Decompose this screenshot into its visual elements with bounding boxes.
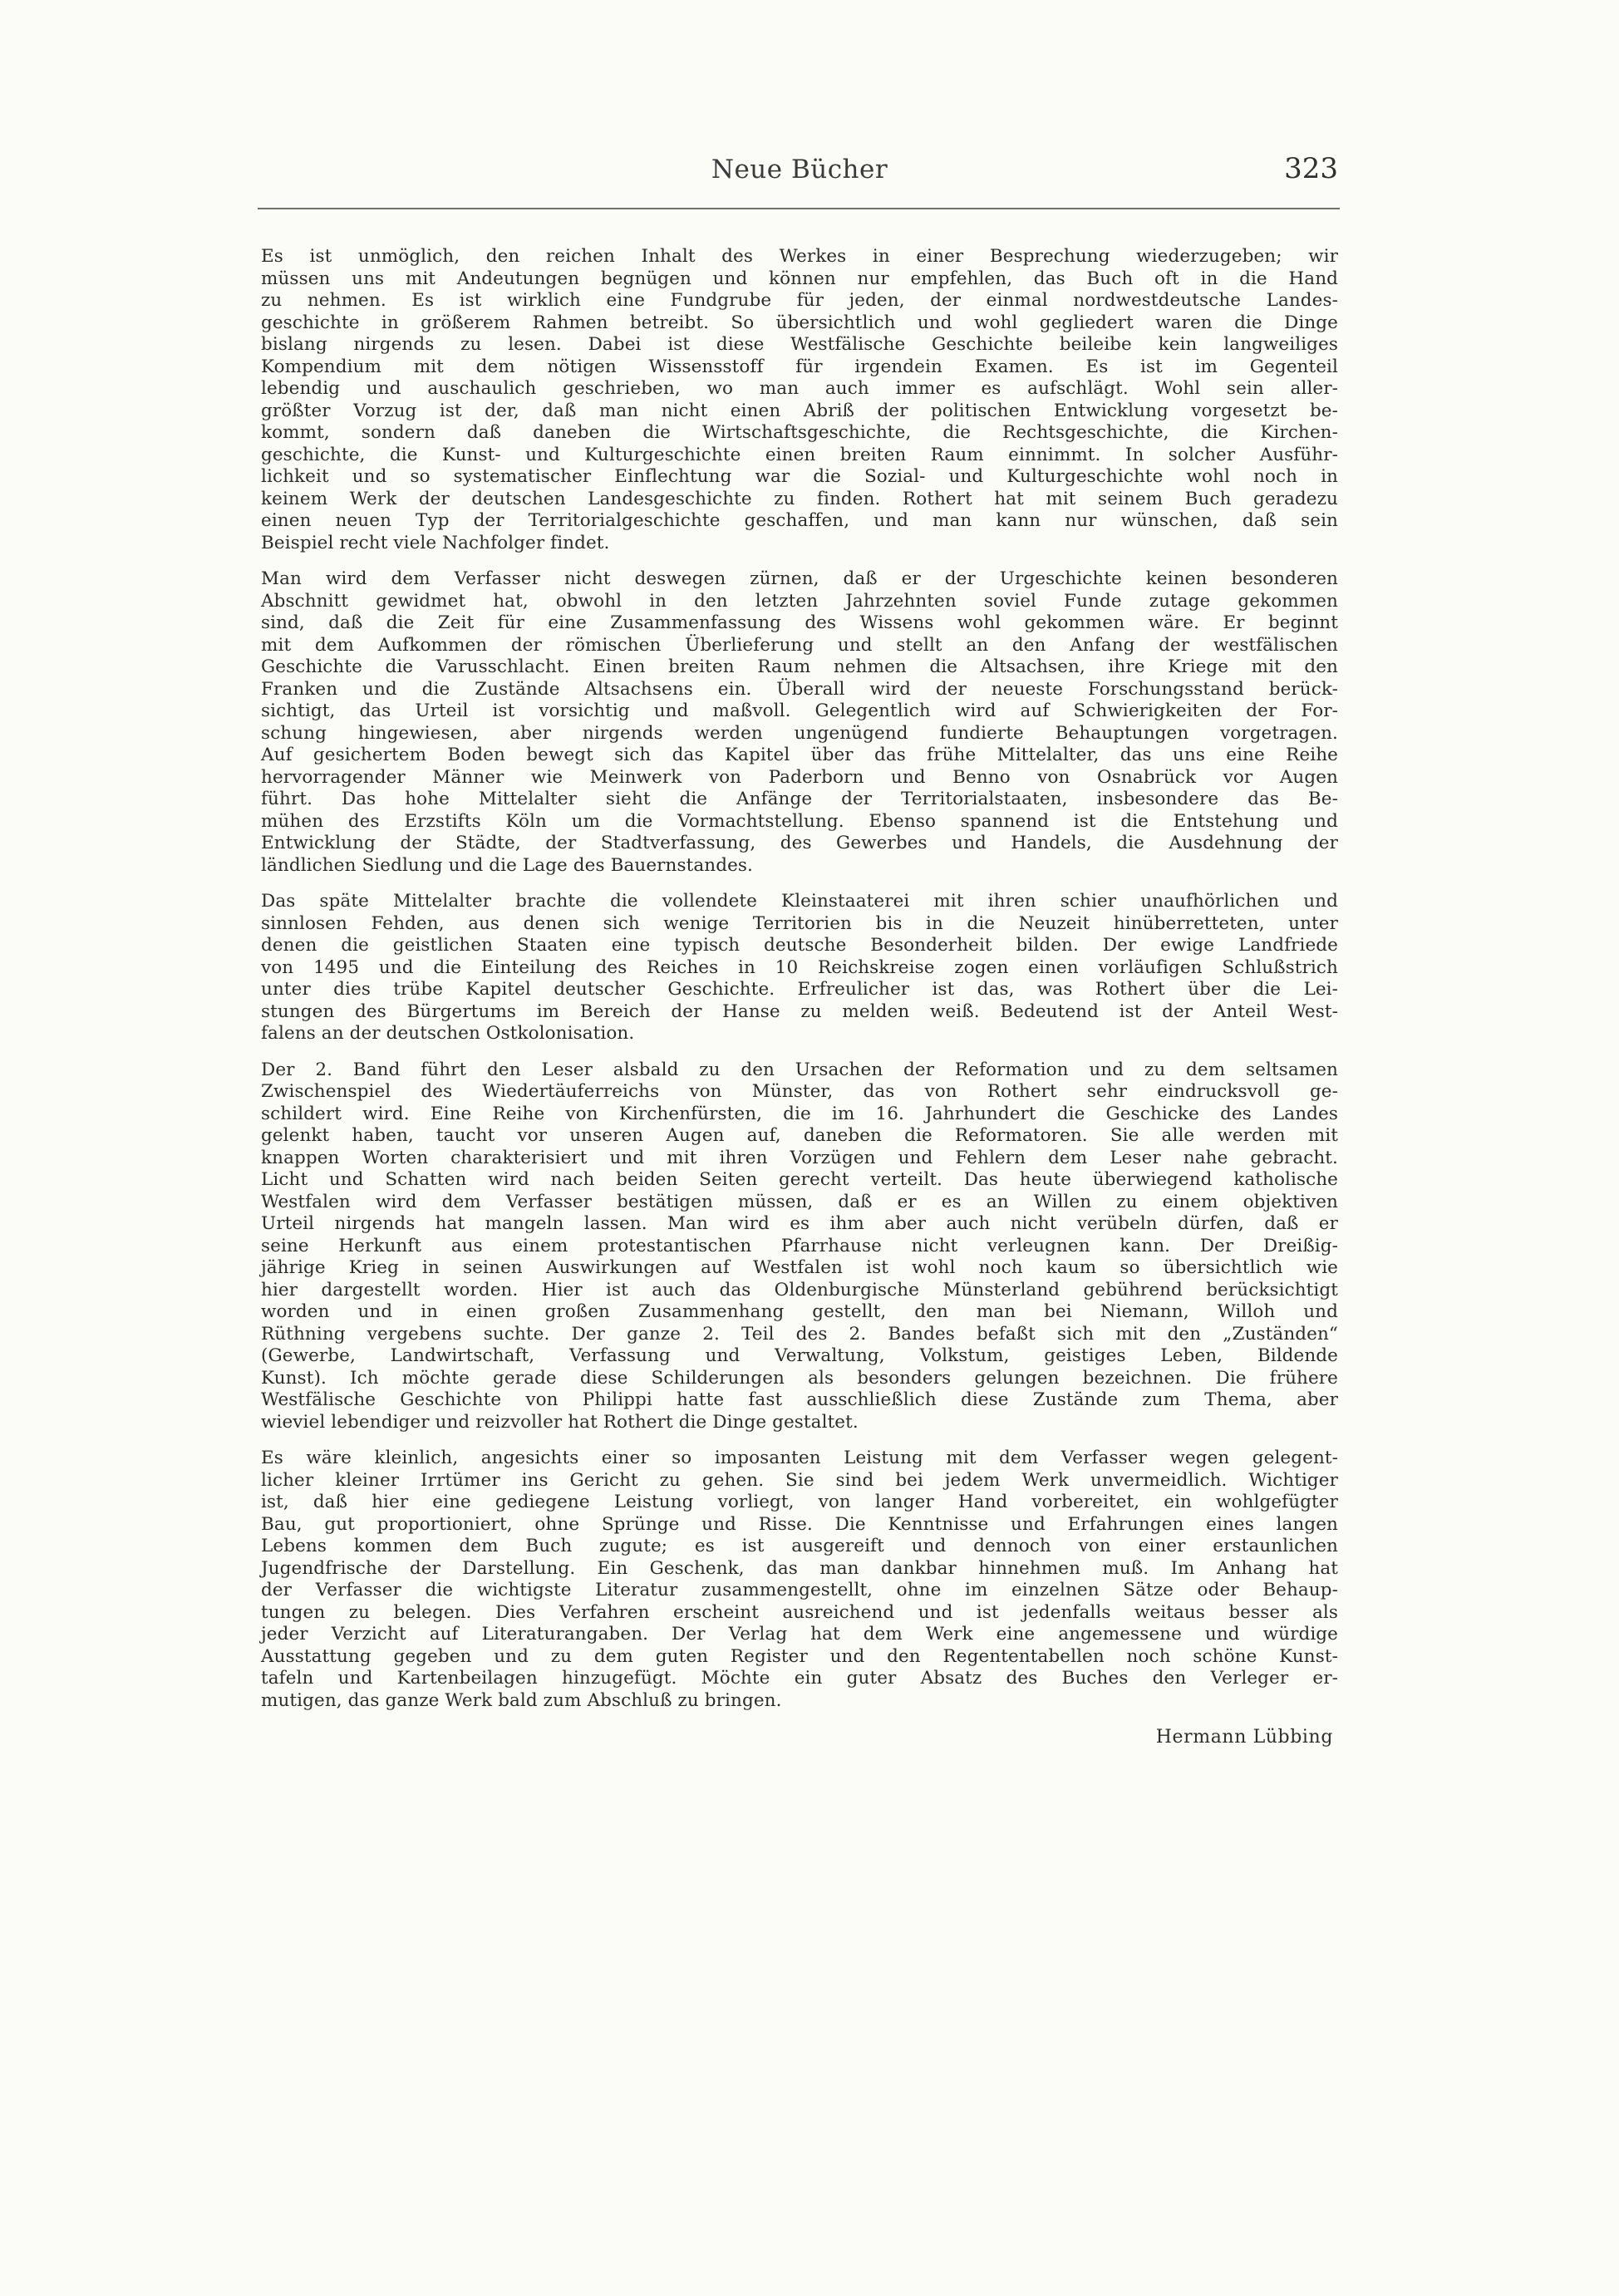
text-line: licher kleiner Irrtümer ins Gericht zu gehen. Sie sind bei jedem Werk unvermeidlich. Wichtiger [261, 1469, 1338, 1491]
text-line: falens an der deutschen Ostkolonisation. [261, 1023, 635, 1044]
text-line: kommt, sondern daß daneben die Wirtschaftsgeschichte, die Rechtsgeschichte, die Kirchen- [261, 422, 1338, 443]
page-header [261, 152, 1338, 198]
text-line: (Gewerbe, Landwirtschaft, Verfassung und Verwaltung, Volkstum, geistiges Leben, Bildende [261, 1345, 1338, 1366]
text-line: mutigen, das ganze Werk bald zum Abschluß zu bringen. [261, 1689, 782, 1711]
text-line: einen neuen Typ der Territorialgeschichte geschaffen, und man kann nur wünschen, daß sein [261, 510, 1338, 531]
text-line: Westfalen wird dem Verfasser bestätigen müssen, daß er es an Willen zu einem objektiven [261, 1191, 1338, 1212]
text-line: tungen zu belegen. Dies Verfahren erscheint ausreichend und ist jedenfalls weitaus besser als [261, 1601, 1338, 1623]
text-line: lichkeit und so systematischer Einflechtung war die Sozial- und Kulturgeschichte wohl noch in [261, 466, 1338, 487]
text-line: Der 2. Band führt den Leser alsbald zu den Ursachen der Reformation und zu dem seltsamen [261, 1059, 1338, 1080]
text-line: Franken und die Zustände Altsachsens ein. Überall wird der neueste Forschungsstand berück- [261, 678, 1338, 700]
paragraph [261, 246, 1338, 554]
text-line: unter dies trübe Kapitel deutscher Geschichte. Erfreulicher ist das, was Rothert über die Lei- [261, 979, 1338, 1000]
paragraph [261, 891, 1338, 1045]
text-line: sinnlosen Fehden, aus denen sich wenige Territorien bis in die Neuzeit hinüberretteten, unter [261, 912, 1338, 934]
review-text [261, 246, 1338, 1749]
page-number: 323 [1284, 152, 1338, 185]
text-line: knappen Worten charakterisiert und mit ihren Vorzügen und Fehlern dem Leser nahe gebracht. [261, 1147, 1338, 1168]
text-line: Geschichte die Varusschlacht. Einen breiten Raum nehmen die Altsachsen, ihre Kriege mit den [261, 656, 1338, 677]
paragraph [261, 1060, 1338, 1434]
text-line: jeder Verzicht auf Literaturangaben. Der Verlag hat dem Werk eine angemessene und würdige [261, 1624, 1338, 1645]
text-line: geschichte, die Kunst- und Kulturgeschichte einen breiten Raum einnimmt. In solcher Ausführ- [261, 444, 1338, 465]
text-line: größter Vorzug ist der, daß man nicht einen Abriß der politischen Entwicklung vorgesetzt be- [261, 400, 1338, 421]
text-line: stungen des Bürgertums im Bereich der Hanse zu melden weiß. Bedeutend ist der Anteil West- [261, 1001, 1338, 1022]
text-line: jährige Krieg in seinen Auswirkungen auf Westfalen ist wohl noch kaum so übersichtlich wie [261, 1257, 1338, 1278]
text-line: hervorragender Männer wie Meinwerk von Paderborn und Benno von Osnabrück vor Augen [261, 766, 1338, 788]
header-divider [258, 208, 1340, 209]
text-line: sichtigt, das Urteil ist vorsichtig und maßvoll. Gelegentlich wird auf Schwierigkeiten der For- [261, 701, 1338, 721]
text-line: worden und in einen großen Zusammenhang gestellt, den man bei Niemann, Willoh und [261, 1301, 1338, 1322]
text-line: geschichte in größerem Rahmen betreibt. So übersichtlich und wohl gegliedert waren die Dinge [261, 312, 1338, 333]
text-line: tafeln und Kartenbeilagen hinzugefügt. Möchte ein guter Absatz des Buches den Verleger er- [261, 1668, 1338, 1689]
page-title: Neue Bücher [711, 155, 888, 184]
text-line: mühen des Erzstifts Köln um die Vormachtstellung. Ebenso spannend ist die Entstehung und [261, 810, 1338, 832]
text-line: Es wäre kleinlich, angesichts einer so imposanten Leistung mit dem Verfasser wegen gelegent- [261, 1448, 1338, 1468]
text-line: bislang nirgends zu lesen. Dabei ist diese Westfälische Geschichte beileibe kein langweiliges [261, 334, 1338, 355]
text-line: ist, daß hier eine gediegene Leistung vorliegt, von langer Hand vorbereitet, ein wohlgefügter [261, 1492, 1338, 1512]
text-line: denen die geistlichen Staaten eine typisch deutsche Besonderheit bilden. Der ewige Landfriede [261, 935, 1338, 956]
text-line: gelenkt haben, taucht vor unseren Augen auf, daneben die Reformatoren. Sie alle werden mit [261, 1125, 1338, 1146]
text-line: mit dem Aufkommen der römischen Überlieferung und stellt an den Anfang der westfälischen [261, 634, 1338, 656]
text-line: Es ist unmöglich, den reichen Inhalt des Werkes in einer Besprechung wiederzugeben; wir [261, 246, 1338, 267]
text-line: sind, daß die Zeit für eine Zusammenfassung des Wissens wohl gekommen wäre. Er beginnt [261, 612, 1338, 633]
text-line: schildert wird. Eine Reihe von Kirchenfürsten, die im 16. Jahrhundert die Geschicke des Landes [261, 1103, 1338, 1124]
text-line: zu nehmen. Es ist wirklich eine Fundgrube für jeden, der einmal nordwestdeutsche Landes- [261, 290, 1338, 311]
text-line: hier dargestellt worden. Hier ist auch das Oldenburgische Münsterland gebührend berücksichtigt [261, 1279, 1338, 1300]
text-line: Kunst). Ich möchte gerade diese Schilderungen als besonders gelungen bezeichnen. Die frühere [261, 1367, 1338, 1389]
text-line: Abschnitt gewidmet hat, obwohl in den letzten Jahrzehnten soviel Funde zutage gekommen [261, 590, 1338, 612]
paragraph [261, 568, 1338, 877]
text-line: Ausstattung gegeben und zu dem guten Register und den Regententabellen noch schöne Kunst- [261, 1645, 1338, 1667]
text-line: Auf gesichertem Boden bewegt sich das Kapitel über das frühe Mittelalter, das uns eine Reihe [261, 745, 1338, 765]
text-line: wieviel lebendiger und reizvoller hat Rothert die Dinge gestaltet. [261, 1411, 859, 1433]
text-line: Licht und Schatten wird nach beiden Seiten gerecht verteilt. Das heute überwiegend katholische [261, 1169, 1338, 1190]
text-line: Man wird dem Verfasser nicht deswegen zürnen, daß er der Urgeschichte keinen besonderen [261, 568, 1338, 589]
text-line: Rüthning vergebens suchte. Der ganze 2. Teil des 2. Bandes befaßt sich mit den „Zuständen“ [261, 1323, 1338, 1345]
text-line: Entwicklung der Städte, der Stadtverfassung, des Gewerbes und Handels, die Ausdehnung der [261, 833, 1338, 853]
text-line: der Verfasser die wichtigste Literatur zusammengestellt, ohne im einzelnen Sätze oder Behaup- [261, 1580, 1338, 1600]
text-line: Kompendium mit dem nötigen Wissensstoff für irgendein Examen. Es ist im Gegenteil [261, 356, 1338, 377]
text-line: müssen uns mit Andeutungen begnügen und können nur empfehlen, das Buch oft in die Hand [261, 268, 1338, 289]
text-line: führt. Das hohe Mittelalter sieht die Anfänge der Territorialstaaten, insbesondere das Be- [261, 789, 1338, 809]
text-line: von 1495 und die Einteilung des Reiches in 10 Reichskreise zogen einen vorläufigen Schlußstrich [261, 956, 1338, 978]
paragraph [261, 1448, 1338, 1712]
reviewer-signature: Hermann Lübbing [1155, 1727, 1333, 1748]
text-line: schung hingewiesen, aber nirgends werden ungenügend fundierte Behauptungen vorgetragen. [261, 722, 1338, 744]
text-line: ländlichen Siedlung und die Lage des Bauernstandes. [261, 854, 753, 876]
text-line: Zwischenspiel des Wiedertäuferreichs von Münster, das von Rothert sehr eindrucksvoll ge- [261, 1081, 1338, 1102]
text-line: Das späte Mittelalter brachte die vollendete Kleinstaaterei mit ihren schier unaufhörlichen und [261, 891, 1338, 912]
text-line: Bau, gut proportioniert, ohne Sprünge und Risse. Die Kenntnisse und Erfahrungen eines langen [261, 1513, 1338, 1535]
text-line: Jugendfrische der Darstellung. Ein Geschenk, das man dankbar hinnehmen muß. Im Anhang hat [261, 1557, 1338, 1579]
text-line: Lebens kommen dem Buch zugute; es ist ausgereift und dennoch von einer erstaunlichen [261, 1536, 1338, 1556]
text-line: Westfälische Geschichte von Philippi hatte fast ausschließlich diese Zustände zum Thema, aber [261, 1389, 1338, 1410]
text-line: seine Herkunft aus einem protestantischen Pfarrhause nicht verleugnen kann. Der Dreißig- [261, 1235, 1338, 1256]
text-line: lebendig und auschaulich geschrieben, wo man auch immer es aufschlägt. Wohl sein aller- [261, 378, 1338, 399]
text-line: Urteil nirgends hat mangeln lassen. Man wird es ihm aber auch nicht verübeln dürfen, daß er [261, 1213, 1338, 1234]
text-line: Beispiel recht viele Nachfolger findet. [261, 532, 610, 553]
text-line: keinem Werk der deutschen Landesgeschichte zu finden. Rothert hat mit seinem Buch geradezu [261, 488, 1338, 509]
